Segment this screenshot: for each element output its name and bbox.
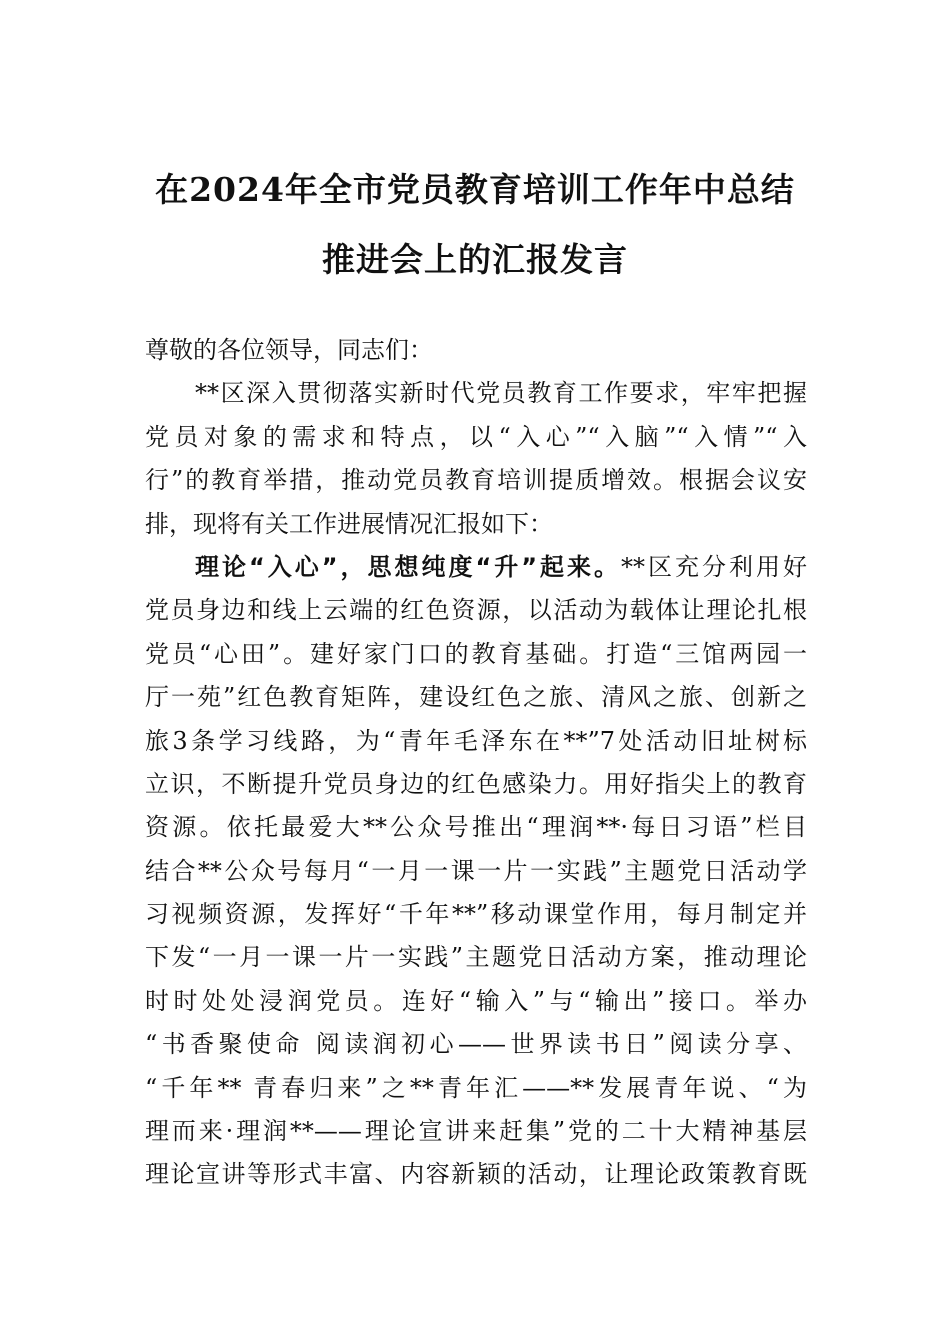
- intro-line: 党员对象的需求和特点，以“入心”“入脑”“入情”“入: [145, 422, 807, 451]
- section-heading: 理论“入心”，思想纯度“升”起来。: [195, 552, 622, 581]
- intro-line: 行”的教育举措，推动党员教育培训提质增效。根据会议安: [145, 466, 807, 495]
- paragraph-line: 立识，不断提升党员身边的红色感染力。用好指尖上的教育: [145, 769, 807, 798]
- paragraph-line: “书香聚使命 阅读润初心——世界读书日”阅读分享、: [145, 1030, 807, 1059]
- section-text: **区充分利用好: [621, 552, 808, 581]
- title-line-2: 推进会上的汇报发言: [322, 240, 628, 279]
- paragraph-line: 下发“一月一课一片一实践”主题党日活动方案，推动理论: [145, 943, 807, 972]
- intro-line: **区深入贯彻落实新时代党员教育工作要求，牢牢把握: [195, 379, 807, 408]
- paragraph-line: 厅一苑”红色教育矩阵，建设红色之旅、清风之旅、创新之: [145, 683, 807, 712]
- paragraph-line: 资源。依托最爱大**公众号推出“理润**·每日习语”栏目: [145, 813, 807, 842]
- paragraph-line: 理而来·理润**——理论宣讲来赶集”党的二十大精神基层: [145, 1117, 807, 1146]
- paragraph-line: 结合**公众号每月“一月一课一片一实践”主题党日活动学: [145, 856, 807, 885]
- paragraph-line: 习视频资源，发挥好“千年**”移动课堂作用，每月制定并: [145, 900, 807, 929]
- intro-line: 排，现将有关工作进展情况汇报如下：: [145, 509, 553, 538]
- paragraph-line: 党员身边和线上云端的红色资源，以活动为载体让理论扎根: [145, 596, 807, 625]
- paragraph-line: 理论宣讲等形式丰富、内容新颖的活动，让理论政策教育既: [145, 1160, 807, 1189]
- paragraph-line: 党员“心田”。建好家门口的教育基础。打造“三馆两园一: [145, 639, 807, 668]
- paragraph-line: 旅3条学习线路，为“青年毛泽东在**”7处活动旧址树标: [145, 726, 807, 755]
- paragraph-line: “千年** 青春归来”之**青年汇——**发展青年说、“为: [145, 1073, 807, 1102]
- title-line-1: 在2024年全市党员教育培训工作年中总结: [155, 170, 795, 209]
- document-body: [145, 329, 807, 1197]
- salutation: 尊敬的各位领导，同志们：: [145, 336, 433, 364]
- section-paragraph: [145, 589, 807, 1196]
- paragraph-line: 时时处处浸润党员。连好“输入”与“输出”接口。举办: [145, 986, 807, 1015]
- section-heading-line: [145, 546, 807, 589]
